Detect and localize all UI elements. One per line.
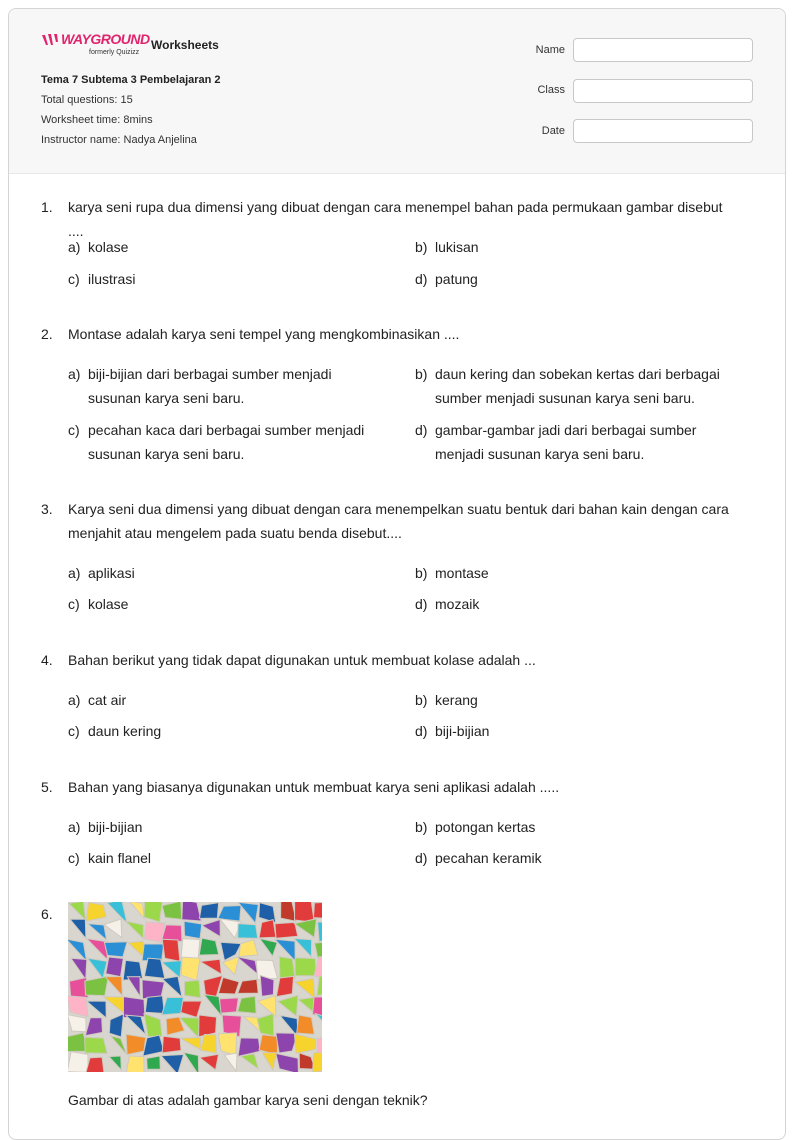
option-letter: a) <box>68 366 81 382</box>
option-text: pecahan keramik <box>435 850 542 866</box>
option-text: biji-bijian <box>88 819 143 835</box>
option-letter: a) <box>68 819 81 835</box>
wayground-logo-mark-icon <box>41 33 61 47</box>
question-number: 5. <box>41 779 53 795</box>
option-letter: d) <box>415 850 428 866</box>
worksheet-title: Tema 7 Subtema 3 Pembelajaran 2 <box>41 74 221 86</box>
date-field[interactable] <box>573 119 753 143</box>
option-text: gambar-gambar jadi dari berbagai sumber menjadi susunan karya seni baru. <box>435 422 697 462</box>
option-letter: b) <box>415 366 428 382</box>
option-text: patung <box>435 271 478 287</box>
question-text: Bahan berikut yang tidak dapat digunakan untuk membuat kolase adalah ... <box>68 652 536 668</box>
option-text: mozaik <box>435 596 480 612</box>
option-text: kolase <box>88 596 129 612</box>
name-field[interactable] <box>573 38 753 62</box>
option-letter: a) <box>68 565 81 581</box>
option-a[interactable] <box>68 362 388 410</box>
option-text: montase <box>435 565 489 581</box>
question-text: Karya seni dua dimensi yang dibuat dengan cara menempelkan suatu bentuk dari bahan kain dengan cara menjahit atau mengelem pada suatu benda disebut.... <box>68 501 729 541</box>
option-text: lukisan <box>435 239 479 255</box>
class-field[interactable] <box>573 79 753 103</box>
option-text: pecahan kaca dari berbagai sumber menjadi susunan karya seni baru. <box>88 422 365 462</box>
option-d[interactable] <box>415 418 745 466</box>
option-c[interactable] <box>68 418 388 466</box>
question-number: 3. <box>41 501 53 517</box>
option-letter: a) <box>68 692 81 708</box>
worksheet-header <box>9 9 785 174</box>
option-letter: b) <box>415 565 428 581</box>
mosaic-image <box>68 902 322 1072</box>
wayground-logo <box>41 31 150 59</box>
option-letter: c) <box>68 850 80 866</box>
question-text: Gambar di atas adalah gambar karya seni dengan teknik? <box>68 1092 428 1108</box>
option-letter: b) <box>415 819 428 835</box>
date-label: Date <box>541 125 565 137</box>
option-text: cat air <box>88 692 127 708</box>
brand-subtitle: formerly Quizizz <box>89 49 140 56</box>
option-text: kerang <box>435 692 478 708</box>
option-text: kain flanel <box>88 850 152 866</box>
question-number: 1. <box>41 199 53 215</box>
option-letter: d) <box>415 596 428 612</box>
option-letter: d) <box>415 271 428 287</box>
mosaic-tiles-picture <box>68 902 322 1072</box>
option-letter: c) <box>68 723 80 739</box>
option-text: ilustrasi <box>88 271 136 287</box>
section-label: Worksheets <box>151 38 219 52</box>
option-text: kolase <box>88 239 129 255</box>
option-text: aplikasi <box>88 565 135 581</box>
instructor-name: Instructor name: Nadya Anjelina <box>41 134 197 146</box>
question-number: 6. <box>41 906 53 922</box>
option-letter: c) <box>68 596 80 612</box>
option-text: daun kering <box>88 723 162 739</box>
option-letter: c) <box>68 271 80 287</box>
option-letter: d) <box>415 723 428 739</box>
class-label: Class <box>537 84 565 96</box>
option-letter: c) <box>68 422 80 438</box>
name-label: Name <box>535 44 565 56</box>
option-letter: d) <box>415 422 428 438</box>
question-text: Montase adalah karya seni tempel yang mengkombinasikan .... <box>68 326 460 342</box>
worksheet-page <box>8 8 786 1140</box>
option-letter: b) <box>415 239 428 255</box>
option-text: biji-bijian <box>435 723 490 739</box>
brand-name: WAYGROUND <box>61 31 150 47</box>
option-text: potongan kertas <box>435 819 536 835</box>
question-number: 2. <box>41 326 53 342</box>
question-text: karya seni rupa dua dimensi yang dibuat dengan cara menempel bahan pada permukaan gambar disebut .... <box>68 199 723 239</box>
option-letter: b) <box>415 692 428 708</box>
worksheet-time: Worksheet time: 8mins <box>41 114 153 126</box>
option-b[interactable] <box>415 362 745 410</box>
question-text: Bahan yang biasanya digunakan untuk membuat karya seni aplikasi adalah ..... <box>68 779 560 795</box>
option-text: daun kering dan sobekan kertas dari berbagai sumber menjadi susunan karya seni baru. <box>435 366 720 406</box>
question-number: 4. <box>41 652 53 668</box>
total-questions: Total questions: 15 <box>41 94 133 106</box>
option-text: biji-bijian dari berbagai sumber menjadi susunan karya seni baru. <box>88 366 332 406</box>
option-letter: a) <box>68 239 81 255</box>
